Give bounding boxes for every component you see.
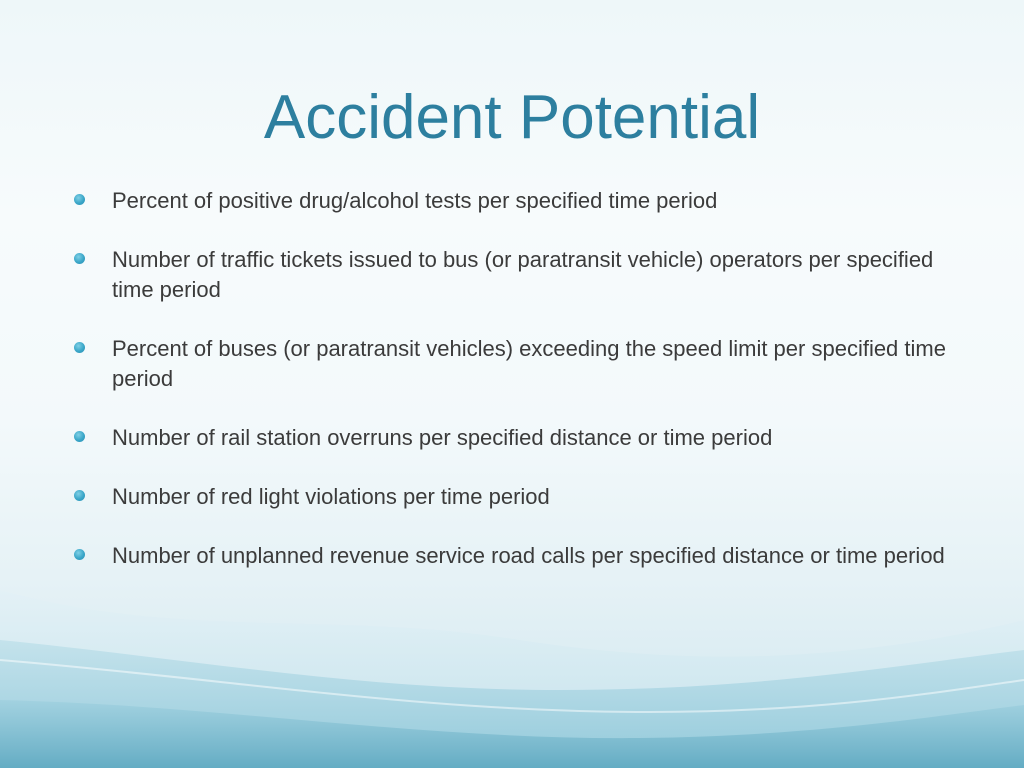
bullet-dot-icon <box>74 490 85 501</box>
list-item <box>72 482 962 512</box>
bullet-dot-icon <box>74 194 85 205</box>
bullet-text: Percent of buses (or paratransit vehicles) exceeding the speed limit per specified time period <box>112 336 946 391</box>
bullet-text: Number of rail station overruns per specified distance or time period <box>112 425 773 450</box>
bullet-dot-icon <box>74 549 85 560</box>
list-item <box>72 541 962 571</box>
bullet-list <box>72 186 962 600</box>
bullet-dot-icon <box>74 431 85 442</box>
bullet-text: Percent of positive drug/alcohol tests per specified time period <box>112 188 718 213</box>
list-item <box>72 423 962 453</box>
slide-title: Accident Potential <box>263 83 761 152</box>
list-item <box>72 245 962 305</box>
bullet-text: Number of unplanned revenue service road calls per specified distance or time period <box>112 543 945 568</box>
bullet-text: Number of red light violations per time period <box>112 484 550 509</box>
bullet-dot-icon <box>74 342 85 353</box>
bullet-dot-icon <box>74 253 85 264</box>
list-item <box>72 334 962 394</box>
list-item <box>72 186 962 216</box>
bullet-text: Number of traffic tickets issued to bus (or paratransit vehicle) operators per specified time period <box>112 247 934 302</box>
